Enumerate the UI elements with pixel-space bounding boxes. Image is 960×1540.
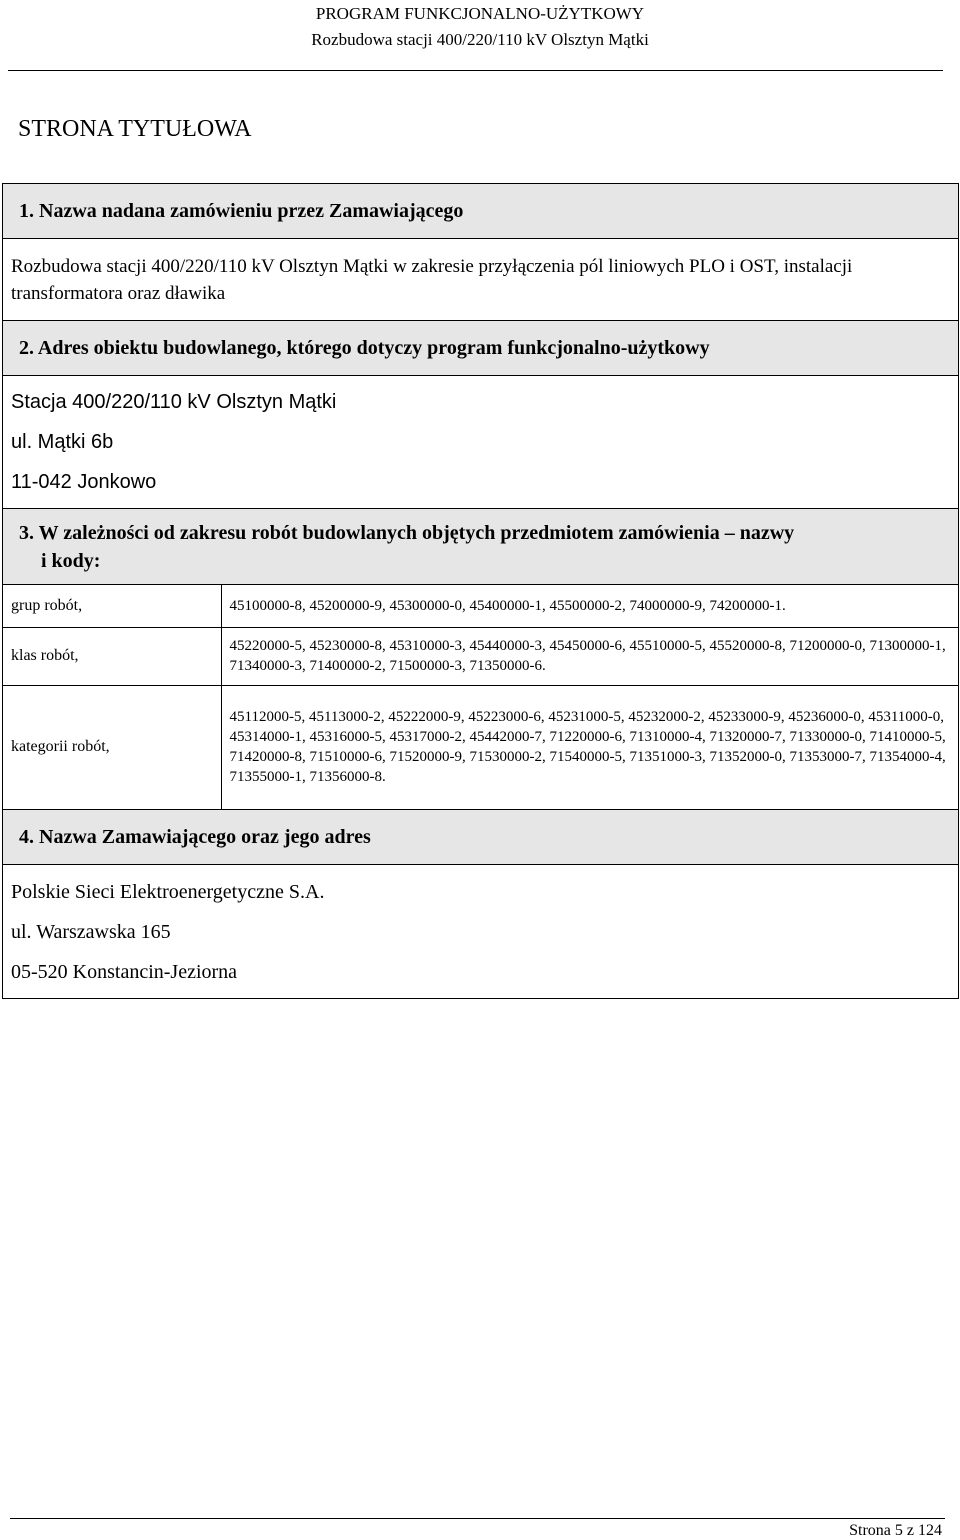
codes-label: klas robót, [3, 627, 221, 685]
header-project-name: Rozbudowa stacji 400/220/110 kV Olsztyn Mątki [311, 30, 649, 49]
section-1-heading: 1. Nazwa nadana zamówieniu przez Zamawiającego [3, 184, 959, 239]
section-2-heading: 2. Adres obiektu budowlanego, którego dotyczy program funkcjonalno-użytkowy [3, 321, 959, 376]
codes-label: grup robót, [3, 585, 221, 627]
section-3-heading-line-1: 3. W zależności od zakresu robót budowlanych objętych przedmiotem zamówienia – nazwy [19, 521, 795, 544]
page-number: Strona 5 z 124 [849, 1522, 942, 1539]
section-4-address [3, 865, 959, 999]
address-line-2: ul. Mątki 6b [11, 431, 114, 453]
section-4-heading: 4. Nazwa Zamawiającego oraz jego adres [3, 810, 959, 865]
codes-table [3, 585, 959, 809]
codes-value: 45112000-5, 45113000-2, 45222000-9, 45223000-6, 45231000-5, 45232000-2, 45233000-9, 45236000-0, 45311000-0, 45314000-1, 45316000-5, 45317000-2, 45442000-7, 71220000-6, 71310000-4, 71320000-7, 71330000-0, 71410000-5, 71420000-8, 71510000-6, 71520000-9, 71530000-2, 71540000-5, 71351000-3, 71352000-0, 71353000-7, 71354000-4, 71355000-1, 71356000-8. [229, 709, 946, 786]
header-program-title: PROGRAM FUNKCJONALNO-UŻYTKOWY [315, 4, 645, 23]
codes-row-classes [3, 627, 959, 685]
header-divider [8, 70, 943, 71]
client-city: 05-520 Konstancin-Jeziorna [11, 960, 238, 983]
codes-row-groups [3, 585, 959, 627]
codes-row-categories [3, 685, 959, 809]
section-3-codes-cell [3, 585, 959, 810]
page-title: STRONA TYTUŁOWA [18, 116, 252, 142]
section-2-address [3, 376, 959, 509]
address-line-3: 11-042 Jonkowo [11, 471, 157, 493]
section-3-heading [3, 509, 959, 585]
title-page-table [2, 183, 959, 999]
codes-label: kategorii robót, [3, 685, 221, 809]
client-name: Polskie Sieci Elektroenergetyczne S.A. [11, 880, 325, 903]
codes-value: 45220000-5, 45230000-8, 45310000-3, 45440000-3, 45450000-6, 45510000-5, 45520000-8, 71200000-0, 71300000-1, 71340000-3, 71400000-2, 71500000-3, 71350000-6. [221, 627, 959, 685]
footer-divider [10, 1518, 945, 1519]
address-line-1: Stacja 400/220/110 kV Olsztyn Mątki [11, 391, 337, 413]
section-1-text: Rozbudowa stacji 400/220/110 kV Olsztyn Mątki w zakresie przyłączenia pól liniowych PLO i OST, instalacji transformatora oraz dławika [3, 239, 959, 321]
client-street: ul. Warszawska 165 [11, 920, 171, 943]
codes-value: 45100000-8, 45200000-9, 45300000-0, 45400000-1, 45500000-2, 74000000-9, 74200000-1. [221, 585, 959, 627]
section-3-heading-line-2: i kody: [41, 549, 101, 572]
